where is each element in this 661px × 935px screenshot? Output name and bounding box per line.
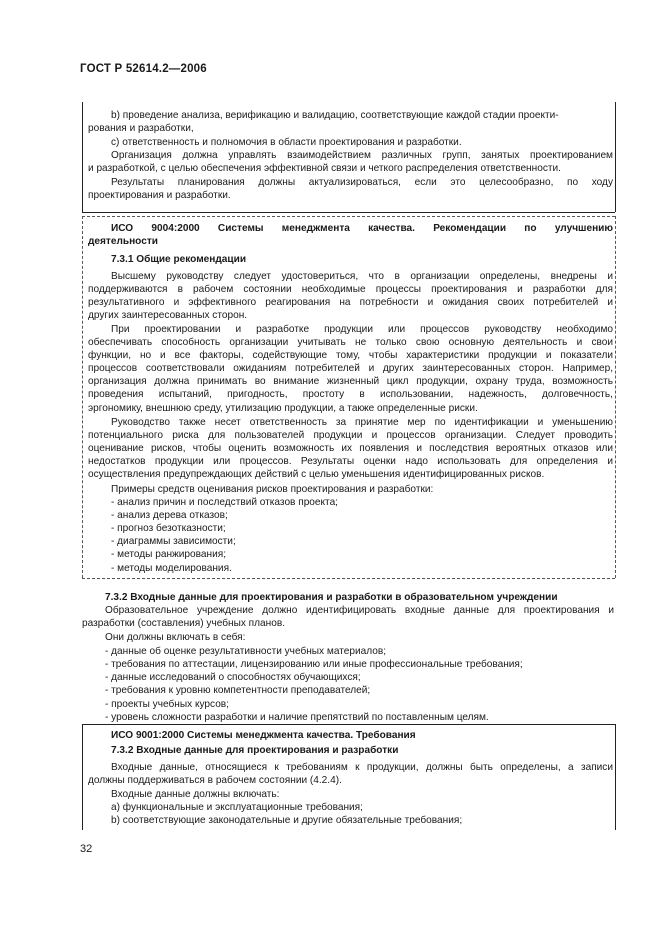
block2-p3-l5: осуществления предупреждающих действий с целью уменьшения идентифицированных рисков. [88,469,545,480]
block2-p2-l7: эргономику, внешнюю среду, утилизацию продукции, а также определенные риски. [88,403,478,414]
block4-p1-l2: должны поддерживаться в рабочем состоянии (4.2.4). [88,775,342,786]
block1-org-l2: и разработкой, с целью обеспечения эффективной связи и четкого распределения ответственности. [88,163,561,174]
block2-p3-l1: Руководство также несет ответственность за принятие мер по идентификации и уменьшению [111,417,613,428]
block4-b-item: b) соответствующие законодательные и другие обязательные требования; [111,815,463,826]
block2-p1-l2: поддерживаются в рабочем состоянии необходимые процессы проектирования и разработки для [88,284,613,295]
block3-intro: Они должны включать в себя: [105,632,246,643]
block2-p1-l1: Высшему руководству следует удостовериться, что в организации определены, внедрены и [111,271,613,282]
block2-title-l1: ИСО 9004:2000 Системы менеджмента качества. Рекомендации по улучшению [111,223,613,234]
block2-title-l2: деятельности [88,236,158,247]
list-item: - диаграммы зависимости; [111,536,236,547]
block1-res-l1: Результаты планирования должны актуализироваться, если это целесообразно, по ходу [111,177,613,188]
block4-a-item: a) функциональные и эксплуатационные требования; [111,802,363,813]
block2-examples-intro: Примеры средств оценивания рисков проектирования и разработки: [111,484,434,495]
frame-left [82,102,83,212]
block3-heading: 7.3.2 Входные данные для проектирования и разработки в образовательном учреждении [105,592,558,603]
block2-p2-l1: При проектировании и разработке продукции или процессов руководству необходимо [111,324,613,335]
list-item: - анализ причин и последствий отказов проекта; [111,497,338,508]
list-item: - требования по аттестации, лицензированию или иные профессиональные требования; [105,659,523,670]
list-item: - анализ дерева отказов; [111,510,228,521]
block2-p2-l6: проведения испытаний, пригодность, простоту в использовании, надежность, долговечность, [88,389,613,400]
list-item: - прогноз безотказности; [111,523,226,534]
document-header: ГОСТ Р 52614.2—2006 [80,63,207,75]
block2-p2-l3: функции, но и все факторы, содействующие тому, чтобы характеристики продукции и показатели [88,350,613,361]
frame-left [82,724,83,830]
list-item: - данные исследований о способностях обучающихся; [105,672,361,683]
list-item: - методы ранжирования; [111,549,226,560]
block3-p1-l2: разработки (составления) учебных планов. [82,618,285,629]
block3-p1-l1: Образовательное учреждение должно идентифицировать входные данные для проектирования и [105,605,614,616]
dashed-frame-top [82,216,615,217]
block4-intro: Входные данные должны включать: [111,789,280,800]
block2-p2-l5: организация должна принимать во внимание жизненный цикл продукции, охрану труда, возможность [88,376,613,387]
block4-heading: 7.3.2 Входные данные для проектирования и разработки [111,745,399,756]
block2-p3-l3: оценивание рисков, чтобы оценить возможность их появления и последствия вероятных отказов или [88,443,613,454]
block4-p1-l1: Входные данные, относящиеся к требованиям к продукции, должны быть определены, а записи [111,762,613,773]
frame-right [615,102,616,212]
list-item: - проекты учебных курсов; [105,699,229,710]
block2-p1-l3: результативного и эффективного реагирования на потребности и ожидания своих потребителей и [88,297,613,308]
block2-p2-l2: обеспечивать способность организации учитывать не только свою основную деятельность и свои [88,337,613,348]
dashed-frame-bottom [82,578,615,579]
list-item: - методы моделирования. [111,563,232,574]
block2-p1-l4: других заинтересованных сторон. [88,310,248,321]
block4-title: ИСО 9001:2000 Системы менеджмента качества. Требования [111,730,416,741]
block1-b-item-cont: рования и разработки, [88,123,194,134]
block1-b-item: b) проведение анализа, верификацию и валидацию, соответствующие каждой стадии проекти- [111,110,559,121]
frame-top [82,724,615,725]
list-item: - данные об оценке результативности учебных материалов; [105,646,387,657]
list-item: - уровень сложности разработки и наличие препятствий по поставленным целям. [105,712,489,723]
block1-res-l2: проектирования и разработки. [88,190,231,201]
dashed-frame-right [615,216,616,578]
dashed-frame-left [82,216,83,578]
block2-p2-l4: процессов соответствовали ожиданиям потребителей и других заинтересованных сторон. Например, [88,363,613,374]
frame-bottom [82,212,615,213]
block2-p3-l2: потенциального риска для пользователей продукции и процессов организации. Следует проводить [88,430,613,441]
page-number: 32 [80,843,93,855]
block1-c-item: c) ответственность и полномочия в области проектирования и разработки. [111,137,462,148]
block1-org-l1: Организация должна управлять взаимодействием различных групп, занятых проектированием [111,150,613,161]
list-item: - требования к уровню компетентности преподавателей; [105,685,371,696]
block2-heading: 7.3.1 Общие рекомендации [111,254,247,265]
block2-p3-l4: недостатков продукции или процессов. Результаты оценки надо использовать для определения и [88,456,613,467]
